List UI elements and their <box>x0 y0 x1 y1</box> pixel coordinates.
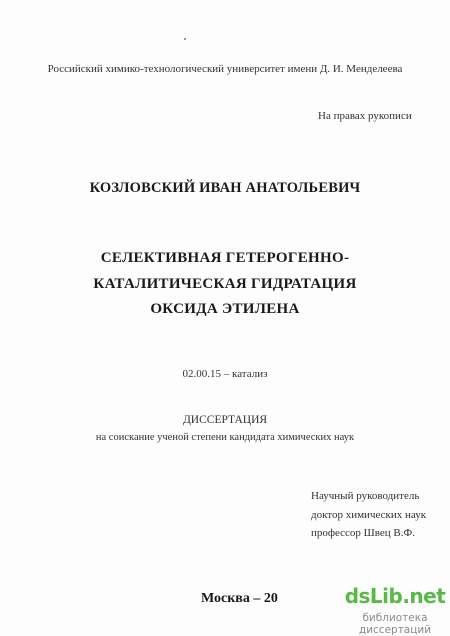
author-name: КОЗЛОВСКИЙ ИВАН АНАТОЛЬЕВИЧ <box>89 180 361 196</box>
watermark-caption: библиотека диссертаций <box>358 612 432 636</box>
specialty-code: 02.00.15 – катализ <box>182 368 268 380</box>
watermark-logo: dsLib.net <box>344 584 446 608</box>
work-type: ДИССЕРТАЦИЯ <box>182 414 268 426</box>
supervisor-name: профессор Швец В.Ф. <box>311 527 415 539</box>
rights-note: На правах рукописи <box>318 110 412 122</box>
watermark[interactable] <box>340 584 450 636</box>
supervisor-role: Научный руководитель <box>311 490 420 502</box>
university-name: Российский химико-технологический университет имени Д. И. Менделеева <box>47 63 403 75</box>
supervisor-degree: доктор химических наук <box>311 509 427 521</box>
title-line-2: КАТАЛИТИЧЕСКАЯ ГИДРАТАЦИЯ <box>93 276 357 292</box>
degree-line: на соискание ученой степени кандидата химических наук <box>95 432 355 443</box>
title-line-3: ОКСИДА ЭТИЛЕНА <box>150 301 300 317</box>
scan-speck <box>184 38 186 40</box>
title-line-1: СЕЛЕКТИВНАЯ ГЕТЕРОГЕННО- <box>100 250 350 266</box>
city-year: Москва – 20 <box>201 591 278 606</box>
